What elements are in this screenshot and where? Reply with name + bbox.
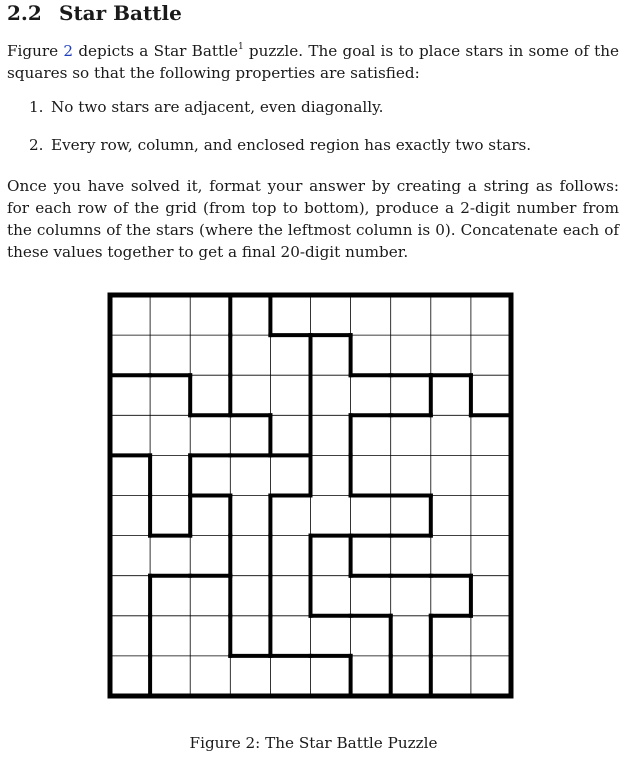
grid-cell[interactable] xyxy=(471,455,511,495)
grid-cell[interactable] xyxy=(431,656,471,696)
grid-cell[interactable] xyxy=(311,576,351,616)
grid-cell[interactable] xyxy=(110,375,150,415)
grid-cell[interactable] xyxy=(351,616,391,656)
grid-cell[interactable] xyxy=(311,335,351,375)
grid-cell[interactable] xyxy=(110,536,150,576)
grid-cell[interactable] xyxy=(431,375,471,415)
grid-cell[interactable] xyxy=(391,656,431,696)
grid-cell[interactable] xyxy=(471,295,511,335)
grid-cell[interactable] xyxy=(431,496,471,536)
grid-cell[interactable] xyxy=(150,455,190,495)
grid-cell[interactable] xyxy=(351,375,391,415)
grid-cell[interactable] xyxy=(311,295,351,335)
grid-cell[interactable] xyxy=(391,375,431,415)
grid-cell[interactable] xyxy=(230,335,270,375)
grid-cell[interactable] xyxy=(270,455,310,495)
grid-cell[interactable] xyxy=(391,496,431,536)
grid-cell[interactable] xyxy=(311,455,351,495)
grid-cell[interactable] xyxy=(190,656,230,696)
grid-cell[interactable] xyxy=(150,375,190,415)
grid-cell[interactable] xyxy=(110,335,150,375)
grid-cell[interactable] xyxy=(351,295,391,335)
grid-cell[interactable] xyxy=(391,335,431,375)
grid-cell[interactable] xyxy=(110,576,150,616)
section-number: 2.2 xyxy=(7,1,42,25)
grid-cell[interactable] xyxy=(230,375,270,415)
grid-cell[interactable] xyxy=(150,536,190,576)
grid-cell[interactable] xyxy=(391,415,431,455)
grid-cell[interactable] xyxy=(110,616,150,656)
list-item-marker: 2. xyxy=(29,136,44,154)
section-heading xyxy=(7,0,182,26)
grid-cell[interactable] xyxy=(270,536,310,576)
grid-cell[interactable] xyxy=(311,616,351,656)
grid-cell[interactable] xyxy=(230,656,270,696)
grid-cell[interactable] xyxy=(471,656,511,696)
grid-cell[interactable] xyxy=(431,415,471,455)
grid-cell[interactable] xyxy=(471,415,511,455)
figure-caption: Figure 2: The Star Battle Puzzle xyxy=(189,734,438,752)
grid-cell[interactable] xyxy=(471,496,511,536)
grid-cell[interactable] xyxy=(270,576,310,616)
grid-cell[interactable] xyxy=(230,496,270,536)
grid-cell[interactable] xyxy=(311,536,351,576)
section-title: Star Battle xyxy=(59,1,182,25)
list-item xyxy=(29,134,531,156)
grid-cell[interactable] xyxy=(150,576,190,616)
grid-cell[interactable] xyxy=(431,455,471,495)
grid-cell[interactable] xyxy=(351,496,391,536)
list-item xyxy=(29,96,531,118)
grid-cell[interactable] xyxy=(150,335,190,375)
grid-cell[interactable] xyxy=(190,536,230,576)
grid-cell[interactable] xyxy=(471,576,511,616)
grid-cell[interactable] xyxy=(230,455,270,495)
instructions-paragraph: Once you have solved it, format your answer by creating a string as follows: for each row of the grid (from top to bottom), produce a 2-digit number from the columns of the stars (where the leftmost column is 0). Concatenate each of these values together to get a final 20-digit number. xyxy=(7,177,619,261)
grid-cell[interactable] xyxy=(190,295,230,335)
grid-cell[interactable] xyxy=(230,576,270,616)
grid-cell[interactable] xyxy=(270,375,310,415)
grid-cell[interactable] xyxy=(230,415,270,455)
grid-cell[interactable] xyxy=(190,616,230,656)
list-item-text: Every row, column, and enclosed region has exactly two stars. xyxy=(51,136,532,154)
intro-text-start: Figure xyxy=(7,42,64,61)
grid-cell[interactable] xyxy=(150,616,190,656)
grid-cell[interactable] xyxy=(110,415,150,455)
grid-cell[interactable] xyxy=(431,295,471,335)
grid-cell[interactable] xyxy=(270,295,310,335)
grid-cell[interactable] xyxy=(311,375,351,415)
grid-cell[interactable] xyxy=(230,295,270,335)
grid-cell[interactable] xyxy=(311,496,351,536)
figure-reference-link[interactable]: 2 xyxy=(63,42,74,61)
grid-cell[interactable] xyxy=(190,375,230,415)
grid-cell[interactable] xyxy=(190,335,230,375)
grid-cell[interactable] xyxy=(270,415,310,455)
grid-cell[interactable] xyxy=(431,335,471,375)
intro-text-middle: depicts a Star Battle xyxy=(73,42,238,61)
list-item-text: No two stars are adjacent, even diagonally. xyxy=(51,98,384,116)
grid-cell[interactable] xyxy=(431,576,471,616)
grid-cell[interactable] xyxy=(150,496,190,536)
intro-text-end: puzzle. The goal is to place stars in some of the squares so that the following properties are satisfied: xyxy=(7,42,619,83)
grid-cell[interactable] xyxy=(351,576,391,616)
grid-cell[interactable] xyxy=(110,496,150,536)
grid-cell[interactable] xyxy=(351,455,391,495)
grid-cell[interactable] xyxy=(391,295,431,335)
grid-cell[interactable] xyxy=(311,656,351,696)
grid-cell[interactable] xyxy=(270,616,310,656)
grid-cell[interactable] xyxy=(150,656,190,696)
grid-cell[interactable] xyxy=(110,295,150,335)
grid-cell[interactable] xyxy=(190,576,230,616)
list-item-marker: 1. xyxy=(29,98,44,116)
grid-cell[interactable] xyxy=(391,536,431,576)
grid-cell[interactable] xyxy=(471,616,511,656)
grid-cell[interactable] xyxy=(270,496,310,536)
grid-cell[interactable] xyxy=(190,455,230,495)
grid-cell[interactable] xyxy=(110,656,150,696)
grid-cell[interactable] xyxy=(351,415,391,455)
grid-cell[interactable] xyxy=(391,576,431,616)
grid-cell[interactable] xyxy=(431,616,471,656)
grid-cell[interactable] xyxy=(471,375,511,415)
grid-cell[interactable] xyxy=(471,335,511,375)
grid-cell[interactable] xyxy=(190,496,230,536)
grid-cell[interactable] xyxy=(351,335,391,375)
footnote-marker[interactable]: 1 xyxy=(237,42,244,52)
grid-cell[interactable] xyxy=(391,455,431,495)
grid-cell[interactable] xyxy=(270,656,310,696)
grid-cell[interactable] xyxy=(431,536,471,576)
rules-list xyxy=(29,96,531,172)
grid-cell[interactable] xyxy=(150,295,190,335)
grid-cell[interactable] xyxy=(471,536,511,576)
grid-cell[interactable] xyxy=(270,335,310,375)
grid-cell[interactable] xyxy=(391,616,431,656)
grid-cell[interactable] xyxy=(351,656,391,696)
grid-cell[interactable] xyxy=(311,415,351,455)
intro-paragraph xyxy=(7,37,619,84)
grid-cell[interactable] xyxy=(190,415,230,455)
grid-cell[interactable] xyxy=(230,616,270,656)
star-battle-grid xyxy=(107,292,514,700)
grid-cell[interactable] xyxy=(110,455,150,495)
grid-cell[interactable] xyxy=(150,415,190,455)
grid-cell[interactable] xyxy=(351,536,391,576)
grid-cell[interactable] xyxy=(230,536,270,576)
